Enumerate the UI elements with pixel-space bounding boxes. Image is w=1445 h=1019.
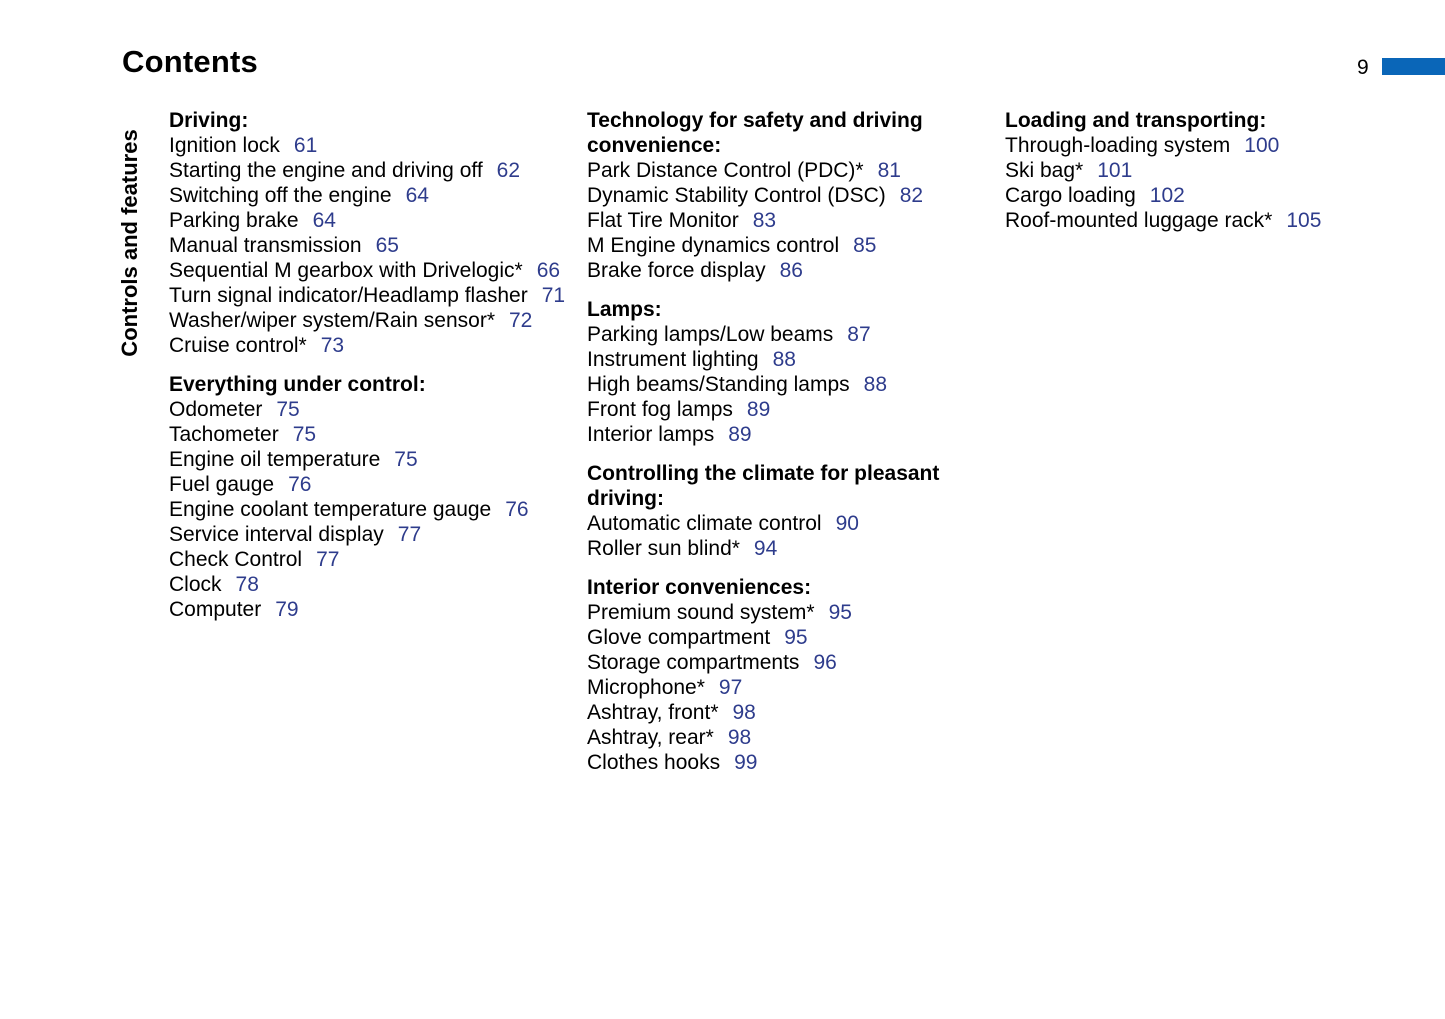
entry-text: Parking lamps/Low beams: [587, 323, 834, 346]
entry-text: Manual transmission: [169, 234, 362, 257]
toc-section-climate: [587, 461, 987, 561]
page-link[interactable]: 64: [312, 209, 336, 232]
entry-text: Ashtray, rear*: [587, 726, 714, 749]
entry-text: Washer/wiper system/Rain sensor*: [169, 309, 495, 332]
page-link[interactable]: 101: [1097, 159, 1133, 182]
entry-text: Roof-mounted luggage rack*: [1005, 209, 1273, 232]
section-side-label: Controls and features: [117, 129, 142, 357]
page-link[interactable]: 61: [293, 134, 318, 157]
page-link[interactable]: 94: [753, 537, 778, 560]
page-link[interactable]: 79: [275, 598, 299, 621]
section-heading: Loading and transporting:: [1005, 109, 1267, 132]
toc-entry[interactable]: [169, 472, 569, 497]
page-link[interactable]: 62: [496, 159, 521, 182]
accent-bar: [1382, 58, 1445, 75]
toc-entry[interactable]: [587, 258, 987, 283]
page-link[interactable]: 85: [853, 234, 877, 257]
entry-text: Flat Tire Monitor: [587, 209, 739, 232]
entry-text: Fuel gauge: [169, 473, 275, 496]
toc-entry[interactable]: [169, 522, 569, 547]
page-link[interactable]: 82: [899, 184, 924, 207]
entry-text: Instrument lighting: [587, 348, 759, 371]
page-link[interactable]: 65: [375, 234, 399, 257]
entry-text: Interior lamps: [587, 423, 715, 446]
toc-entry[interactable]: [587, 208, 987, 233]
entry-text: Switching off the engine: [169, 184, 392, 207]
toc-entry[interactable]: [169, 183, 569, 208]
toc-entry[interactable]: [587, 158, 987, 183]
toc-section-loading: [1005, 108, 1425, 233]
entry-text: Tachometer: [169, 423, 279, 446]
entry-text: Engine oil temperature: [169, 448, 381, 471]
page-link[interactable]: 76: [505, 498, 529, 521]
page-link[interactable]: 72: [509, 309, 533, 332]
toc-section-driving: [169, 108, 569, 358]
page-link[interactable]: 86: [779, 259, 803, 282]
toc-entry[interactable]: [169, 158, 569, 183]
toc-entry[interactable]: [587, 750, 987, 775]
entry-text: High beams/Standing lamps: [587, 373, 850, 396]
toc-entry[interactable]: [587, 675, 987, 700]
entry-text: Turn signal indicator/Headlamp flasher: [169, 284, 528, 307]
toc-entry[interactable]: [169, 397, 569, 422]
toc-entry[interactable]: [587, 725, 987, 750]
toc-entry[interactable]: [1005, 158, 1425, 183]
page-link[interactable]: 102: [1149, 184, 1185, 207]
toc-entry[interactable]: [169, 258, 569, 283]
page-link[interactable]: 98: [732, 701, 756, 724]
page-link[interactable]: 90: [835, 512, 859, 535]
toc-entry[interactable]: [587, 183, 987, 208]
entry-text: Ski bag*: [1005, 159, 1084, 182]
page-link[interactable]: 88: [863, 373, 888, 396]
entry-text: Glove compartment: [587, 626, 771, 649]
entry-text: Computer: [169, 598, 262, 621]
toc-entry[interactable]: [587, 347, 987, 372]
entry-text: Clock: [169, 573, 222, 596]
page-link[interactable]: 75: [276, 398, 300, 421]
page-link[interactable]: 77: [397, 523, 422, 546]
toc-entry[interactable]: [169, 547, 569, 572]
entry-text: Premium sound system*: [587, 601, 815, 624]
page-link[interactable]: 95: [828, 601, 852, 624]
toc-entry[interactable]: [587, 700, 987, 725]
page-link[interactable]: 75: [394, 448, 418, 471]
page-link[interactable]: 64: [405, 184, 429, 207]
entry-text: Through-loading system: [1005, 134, 1231, 157]
toc-entry[interactable]: [169, 572, 569, 597]
entry-text: Service interval display: [169, 523, 384, 546]
page-link[interactable]: 100: [1244, 134, 1280, 157]
page-link[interactable]: 87: [847, 323, 871, 346]
page-link[interactable]: 81: [877, 159, 901, 182]
toc-entry[interactable]: [169, 208, 569, 233]
page-link[interactable]: 77: [316, 548, 340, 571]
page-link[interactable]: 71: [541, 284, 566, 307]
toc-entry[interactable]: [169, 133, 569, 158]
page-link[interactable]: 73: [320, 334, 345, 357]
toc-entry[interactable]: [1005, 133, 1425, 158]
entry-text: Check Control: [169, 548, 303, 571]
page-link[interactable]: 75: [292, 423, 317, 446]
page-link[interactable]: 78: [235, 573, 259, 596]
toc-entry[interactable]: [169, 308, 569, 333]
page-link[interactable]: 105: [1286, 209, 1322, 232]
toc-column-3: [1005, 108, 1425, 247]
toc-entry[interactable]: [169, 447, 569, 472]
toc-entry[interactable]: [587, 422, 987, 447]
section-heading: Interior conveniences:: [587, 576, 812, 599]
page-number: 9: [1357, 56, 1369, 79]
entry-text: Microphone*: [587, 676, 705, 699]
entry-text: Engine coolant temperature gauge: [169, 498, 492, 521]
page-link[interactable]: 76: [288, 473, 312, 496]
toc-section-interior-conveniences: [587, 575, 987, 775]
toc-entry[interactable]: [169, 233, 569, 258]
toc-section-technology: [587, 108, 987, 283]
page-link[interactable]: 98: [727, 726, 752, 749]
entry-text: Clothes hooks: [587, 751, 721, 774]
toc-entry[interactable]: [587, 233, 987, 258]
page-link[interactable]: 97: [718, 676, 743, 699]
toc-entry[interactable]: [587, 372, 987, 397]
entry-text: Parking brake: [169, 209, 299, 232]
page-title: Contents: [122, 44, 258, 79]
entry-text: Cargo loading: [1005, 184, 1136, 207]
toc-entry[interactable]: [587, 650, 987, 675]
section-heading: Everything under control:: [169, 373, 426, 396]
entry-text: Sequential M gearbox with Drivelogic*: [169, 259, 523, 282]
toc-section-everything-under-control: [169, 372, 569, 622]
toc-entry[interactable]: [587, 397, 987, 422]
toc-entry[interactable]: [1005, 208, 1425, 233]
entry-text: Ignition lock: [169, 134, 280, 157]
page-link[interactable]: 95: [784, 626, 808, 649]
toc-entry[interactable]: [169, 497, 569, 522]
entry-text: Cruise control*: [169, 334, 307, 357]
page-link[interactable]: 89: [728, 423, 752, 446]
toc-entry[interactable]: [587, 511, 987, 536]
entry-text: Ashtray, front*: [587, 701, 719, 724]
entry-text: Starting the engine and driving off: [169, 159, 483, 182]
section-heading: Lamps:: [587, 298, 662, 321]
toc-entry[interactable]: [169, 422, 569, 447]
section-heading: Technology for safety and driving convenience:: [587, 109, 923, 157]
section-heading: Controlling the climate for pleasant driving:: [587, 462, 940, 510]
toc-column-2: [587, 108, 987, 789]
entry-text: Odometer: [169, 398, 263, 421]
entry-text: Park Distance Control (PDC)*: [587, 159, 864, 182]
toc-entry[interactable]: [587, 322, 987, 347]
toc-column-1: [169, 108, 569, 636]
entry-text: M Engine dynamics control: [587, 234, 840, 257]
section-heading: Driving:: [169, 109, 249, 132]
page-link[interactable]: 99: [734, 751, 758, 774]
toc-section-lamps: [587, 297, 987, 447]
page-link[interactable]: 83: [752, 209, 777, 232]
toc-entry[interactable]: [169, 283, 569, 308]
page-link[interactable]: 89: [746, 398, 771, 421]
toc-entry[interactable]: [587, 600, 987, 625]
entry-text: Front fog lamps: [587, 398, 733, 421]
entry-text: Automatic climate control: [587, 512, 822, 535]
toc-entry[interactable]: [587, 625, 987, 650]
toc-entry[interactable]: [169, 333, 569, 358]
entry-text: Dynamic Stability Control (DSC): [587, 184, 886, 207]
page-link[interactable]: 88: [772, 348, 796, 371]
page-link[interactable]: 96: [813, 651, 837, 674]
toc-entry[interactable]: [587, 536, 987, 561]
entry-text: Storage compartments: [587, 651, 800, 674]
entry-text: Roller sun blind*: [587, 537, 740, 560]
toc-entry[interactable]: [169, 597, 569, 622]
toc-entry[interactable]: [1005, 183, 1425, 208]
page-link[interactable]: 66: [536, 259, 561, 282]
entry-text: Brake force display: [587, 259, 766, 282]
